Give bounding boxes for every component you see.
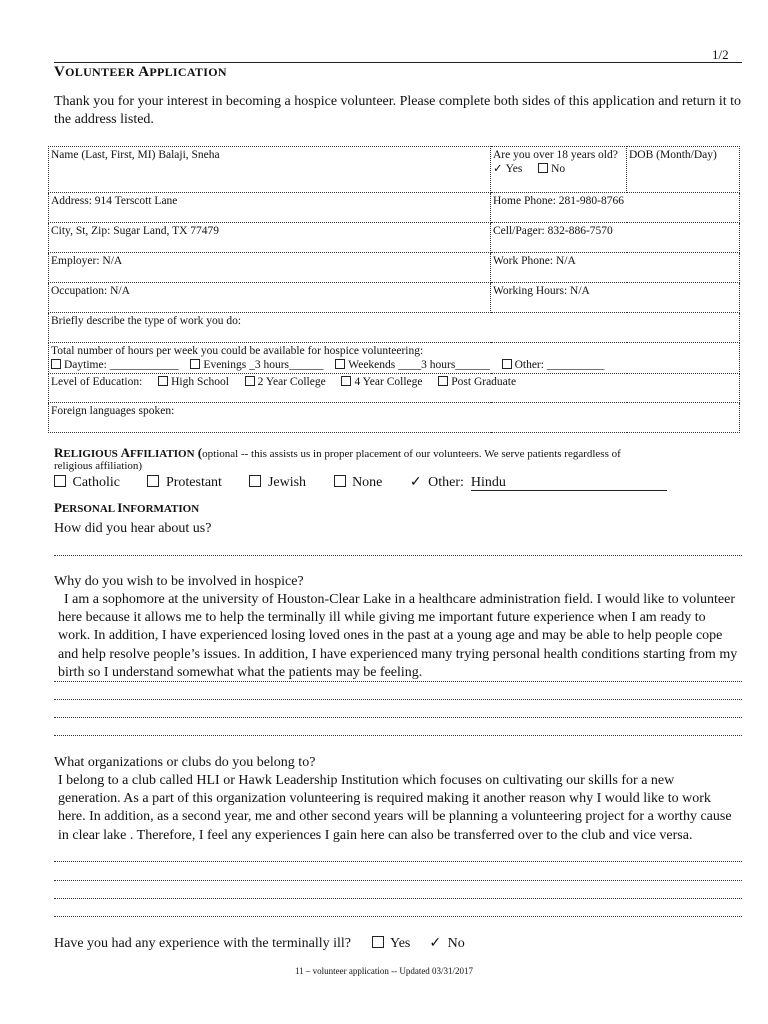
check-icon: ✓: [493, 163, 503, 175]
checkbox-icon[interactable]: [54, 475, 66, 487]
experience-question-row: [54, 935, 465, 952]
other-hours-option[interactable]: Other: __________: [514, 359, 605, 371]
hours-availability-field[interactable]: [49, 343, 740, 374]
personal-information-heading: PERSONAL INFORMATION: [54, 500, 200, 515]
education-post-graduate[interactable]: Post Graduate: [451, 376, 517, 388]
hours-label: Total number of hours per week you could be available for hospice volunteering:: [51, 345, 424, 357]
answer-line[interactable]: [54, 555, 742, 556]
work-phone-field[interactable]: Work Phone: N/A: [491, 253, 740, 283]
religious-affiliation-heading: RELIGIOUS AFFILIATION (optional -- this assists us in proper placement of our volunteers. We serve patients regardless of religious affiliation): [54, 445, 744, 472]
experience-no-option[interactable]: No: [447, 936, 465, 951]
religious-note-cont: religious affiliation): [54, 460, 143, 472]
checkbox-icon[interactable]: [538, 163, 548, 173]
checkbox-icon[interactable]: [335, 359, 345, 369]
answer-line[interactable]: [54, 916, 742, 917]
cell-field[interactable]: Cell/Pager: 832-886-7570: [491, 223, 740, 253]
checkbox-icon[interactable]: [438, 376, 448, 386]
address-field[interactable]: Address: 914 Terscott Lane: [49, 193, 491, 223]
intro-text: Thank you for your interest in becoming a hospice volunteer. Please complete both sides of this application and return it to the address listed.: [54, 94, 741, 127]
evenings-option[interactable]: Evenings _3 hours______: [203, 359, 324, 371]
weekends-option[interactable]: Weekends ____3 hours______: [348, 359, 490, 371]
languages-field[interactable]: Foreign languages spoken:: [49, 403, 740, 433]
dob-field[interactable]: DOB (Month/Day): [627, 147, 740, 193]
checkbox-icon[interactable]: [147, 475, 159, 487]
checkbox-icon[interactable]: [245, 376, 255, 386]
checkbox-icon[interactable]: [334, 475, 346, 487]
question-organizations: What organizations or clubs do you belong to?: [54, 755, 316, 770]
answer-line[interactable]: [54, 880, 742, 881]
over18-no-option[interactable]: No: [551, 163, 566, 175]
name-field[interactable]: Name (Last, First, MI) Balaji, Sneha: [49, 147, 491, 193]
answer-line[interactable]: [54, 699, 742, 700]
working-hours-field[interactable]: Working Hours: N/A: [491, 283, 740, 313]
over18-field[interactable]: [491, 147, 627, 193]
question-experience: Have you had any experience with the terminally ill?: [54, 936, 352, 951]
applicant-info-table: [48, 146, 740, 433]
checkbox-icon[interactable]: [190, 359, 200, 369]
footer-text: 11 – volunteer application -- Updated 03/31/2017: [294, 966, 474, 976]
religion-none[interactable]: None: [352, 475, 383, 490]
checkbox-icon[interactable]: [372, 936, 384, 948]
over18-label: Are you over 18 years old?: [493, 149, 618, 161]
occupation-field[interactable]: Occupation: N/A: [49, 283, 491, 313]
checkbox-icon[interactable]: [502, 359, 512, 369]
religion-jewish[interactable]: Jewish: [267, 475, 307, 490]
check-icon: ✓: [429, 936, 442, 951]
checkbox-icon[interactable]: [341, 376, 351, 386]
experience-yes-option[interactable]: Yes: [390, 936, 411, 951]
education-2yr-college[interactable]: 2 Year College: [257, 376, 326, 388]
religion-protestant[interactable]: Protestant: [165, 475, 222, 490]
education-high-school[interactable]: High School: [171, 376, 229, 388]
religion-catholic[interactable]: Catholic: [72, 475, 120, 490]
question-hear-about: How did you hear about us?: [54, 521, 212, 536]
answer-organizations[interactable]: I belong to a club called HLI or Hawk Leadership Institution which focuses on cultivating our skills for a new generation. As a part of this organization volunteering is required making it another reason why I would like to work here. In addition, as a second year, me and other second years will be planning a volunteering project for a worthy cause in clear lake . Therefore, I feel any experiences I gain here can also be transferred over to the club and vice versa.: [58, 773, 732, 843]
answer-line[interactable]: [54, 717, 742, 718]
religious-note: optional -- this assists us in proper placement of our volunteers. We serve patients regardless of: [202, 448, 621, 460]
religion-other-value[interactable]: Hindu: [471, 476, 667, 491]
work-type-field[interactable]: Briefly describe the type of work you do:: [49, 313, 740, 343]
answer-line[interactable]: [54, 861, 742, 862]
home-phone-field[interactable]: Home Phone: 281-980-8766: [491, 193, 740, 223]
page-number: 1/2: [712, 47, 729, 62]
question-why-hospice: Why do you wish to be involved in hospice?: [54, 574, 304, 589]
education-label: Level of Education:: [51, 376, 143, 388]
header-rule: [54, 62, 742, 63]
checkbox-icon[interactable]: [51, 359, 61, 369]
employer-field[interactable]: Employer: N/A: [49, 253, 491, 283]
city-field[interactable]: City, St, Zip: Sugar Land, TX 77479: [49, 223, 491, 253]
check-icon: ✓: [409, 475, 422, 490]
answer-line[interactable]: [54, 898, 742, 899]
checkbox-icon[interactable]: [158, 376, 168, 386]
over18-yes-option[interactable]: Yes: [505, 163, 523, 175]
checkbox-icon[interactable]: [249, 475, 261, 487]
daytime-option[interactable]: Daytime: ____________: [64, 359, 179, 371]
education-field[interactable]: [49, 374, 740, 403]
answer-why-hospice[interactable]: I am a sophomore at the university of Houston-Clear Lake in a healthcare administration field. I would like to volunteer here because it allows me to help the terminally ill while giving me important future experience when I am ready to work. In addition, I have experienced losing loved ones in the past at a young age and may be able to help people cope and help resolve people’s issues. In addition, I have experienced many trying personal health conditions starting from my birth so I understand somewhat what the patients may be feeling.: [58, 592, 738, 680]
religion-options: [54, 474, 667, 491]
answer-line[interactable]: [54, 735, 742, 736]
document-title: VOLUNTEER APPLICATION: [54, 64, 227, 80]
religion-other[interactable]: Other:: [428, 475, 464, 490]
education-4yr-college[interactable]: 4 Year College: [354, 376, 423, 388]
answer-line[interactable]: [54, 681, 742, 682]
